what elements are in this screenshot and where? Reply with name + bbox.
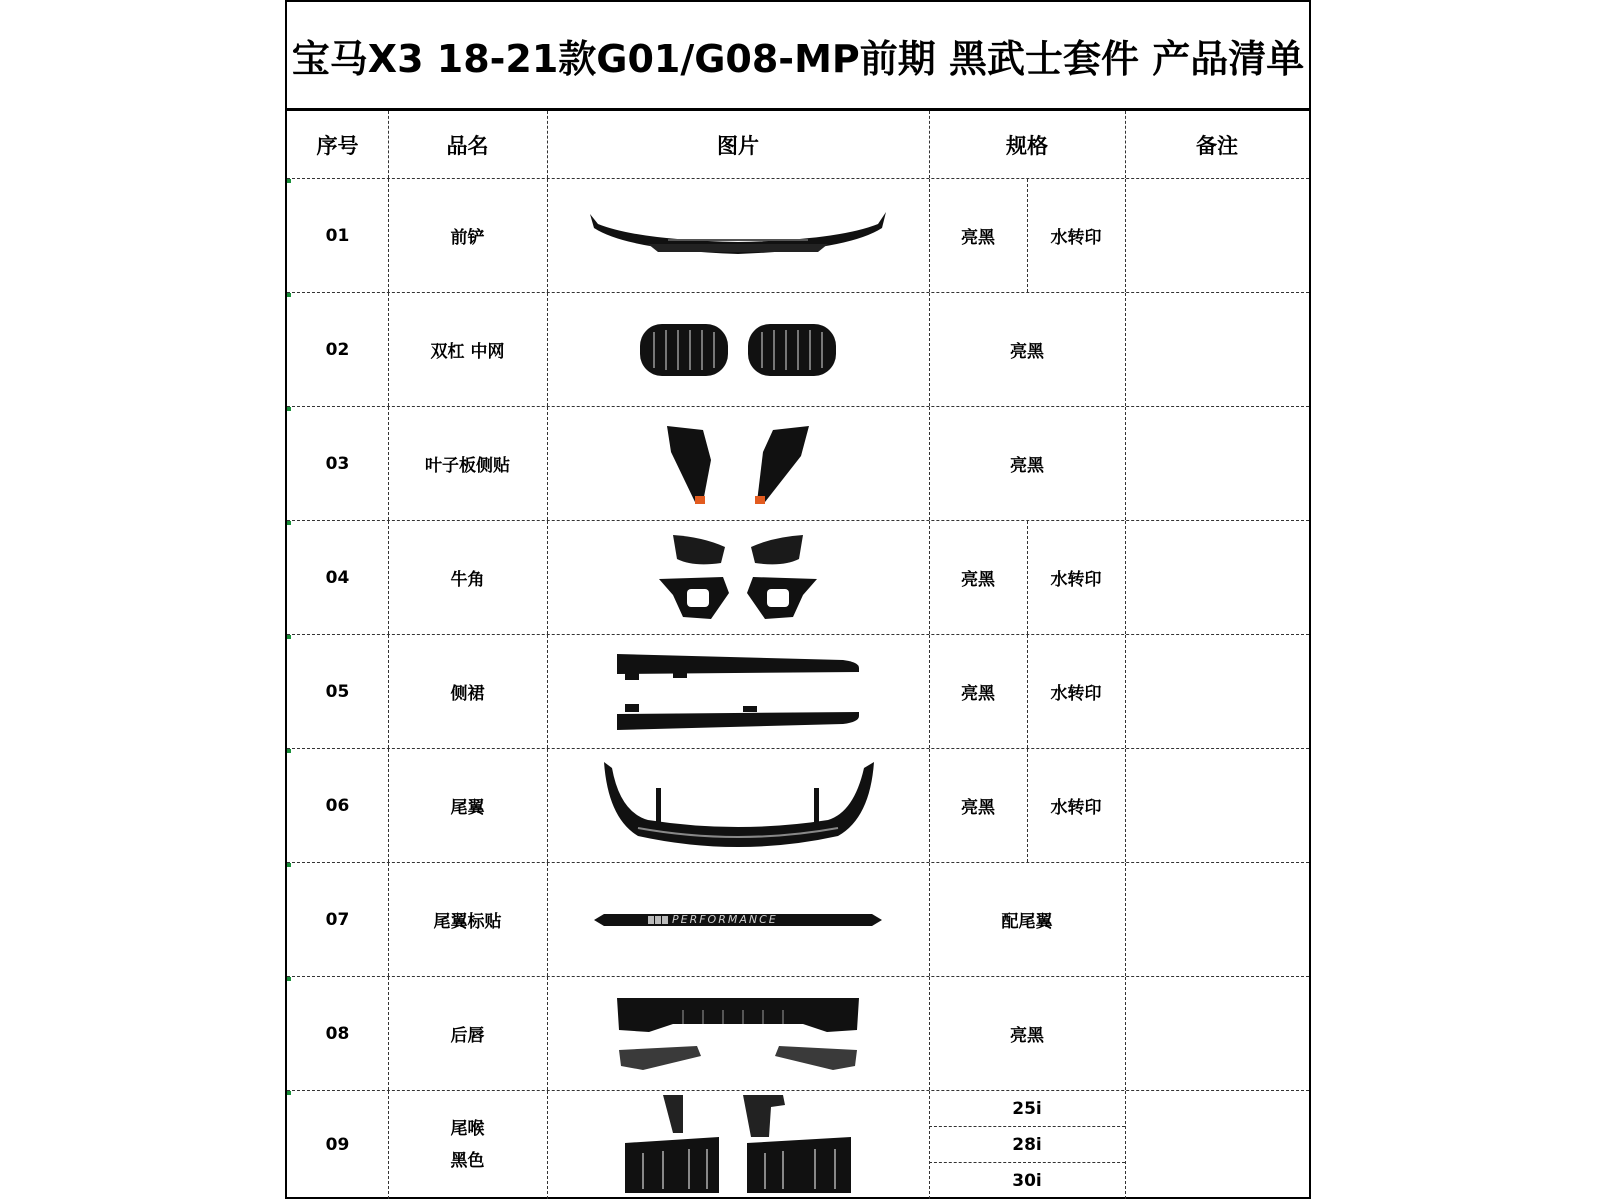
exhaust-tip-icon	[547, 1091, 929, 1199]
row-note	[1125, 293, 1309, 406]
row-name	[388, 1091, 547, 1199]
front-lip-icon	[547, 179, 929, 292]
table-header-row	[287, 111, 1309, 179]
row-spec-b: 水转印	[1050, 798, 1102, 818]
header-note: 备注	[1196, 133, 1238, 158]
row-spec-a: 亮黑	[961, 228, 995, 248]
row-spec: 亮黑	[1010, 342, 1044, 362]
table-row	[287, 749, 1309, 863]
rear-diffuser-icon	[547, 977, 929, 1090]
row-name-line1: 尾喉	[450, 1119, 485, 1139]
row-no: 09	[325, 1135, 350, 1155]
table-row	[287, 521, 1309, 635]
row-note	[1125, 407, 1309, 520]
row-no: 04	[325, 567, 350, 588]
table-row	[287, 1091, 1309, 1199]
table-row	[287, 179, 1309, 293]
row-no: 02	[325, 339, 350, 360]
row-note	[1125, 977, 1309, 1090]
kidney-grille-icon	[547, 293, 929, 406]
table-row	[287, 407, 1309, 521]
row-no: 08	[325, 1023, 350, 1044]
page-title: 宝马X3 18-21款G01/G08-MP前期 黑武士套件 产品清单	[287, 2, 1309, 111]
row-spec: 亮黑	[1010, 456, 1044, 476]
side-skirt-icon	[547, 635, 929, 748]
row-name: 双杠 中网	[430, 342, 505, 362]
table-row	[287, 863, 1309, 977]
row-name: 尾翼标贴	[433, 912, 502, 932]
row-spec-b: 水转印	[1050, 684, 1102, 704]
row-name: 侧裙	[450, 684, 485, 704]
row-spec: 配尾翼	[1001, 912, 1053, 932]
row-spec-28i: 28i	[929, 1127, 1125, 1163]
header-no: 序号	[316, 133, 359, 158]
row-name: 后唇	[450, 1026, 485, 1046]
table-row	[287, 293, 1309, 407]
header-name: 品名	[446, 133, 489, 158]
row-name: 前铲	[450, 228, 485, 248]
header-spec: 规格	[1006, 133, 1048, 158]
row-note	[1125, 863, 1309, 976]
row-note	[1125, 635, 1309, 748]
row-no: 01	[325, 225, 350, 246]
row-spec-b: 水转印	[1050, 570, 1102, 590]
row-note	[1125, 749, 1309, 862]
row-note	[1125, 521, 1309, 634]
row-spec: 亮黑	[1010, 1026, 1044, 1046]
row-spec-a: 亮黑	[961, 570, 995, 590]
row-note	[1125, 179, 1309, 292]
row-spec-b: 水转印	[1050, 228, 1102, 248]
row-note	[1125, 1091, 1309, 1199]
row-name: 尾翼	[450, 798, 485, 818]
product-list-sheet	[285, 0, 1311, 1199]
row-no: 05	[325, 681, 350, 702]
row-no: 03	[325, 453, 350, 474]
row-no: 07	[325, 909, 350, 930]
row-spec-a: 亮黑	[961, 798, 995, 818]
row-name-line2: 黑色	[450, 1151, 485, 1171]
row-name: 叶子板侧贴	[425, 456, 510, 476]
table-row	[287, 635, 1309, 749]
row-spec-30i: 30i	[1012, 1171, 1042, 1191]
rear-spoiler-icon	[547, 749, 929, 862]
mirror-cap-icon	[547, 521, 929, 634]
row-no: 06	[325, 795, 350, 816]
row-spec-25i: 25i	[929, 1091, 1125, 1127]
decal-text: PERFORMANCE	[672, 912, 778, 926]
fender-vent-icon	[547, 407, 929, 520]
table-row	[287, 977, 1309, 1091]
header-image: 图片	[717, 133, 759, 158]
row-spec-a: 亮黑	[961, 684, 995, 704]
performance-decal-icon	[547, 863, 929, 976]
row-name: 牛角	[450, 570, 485, 590]
